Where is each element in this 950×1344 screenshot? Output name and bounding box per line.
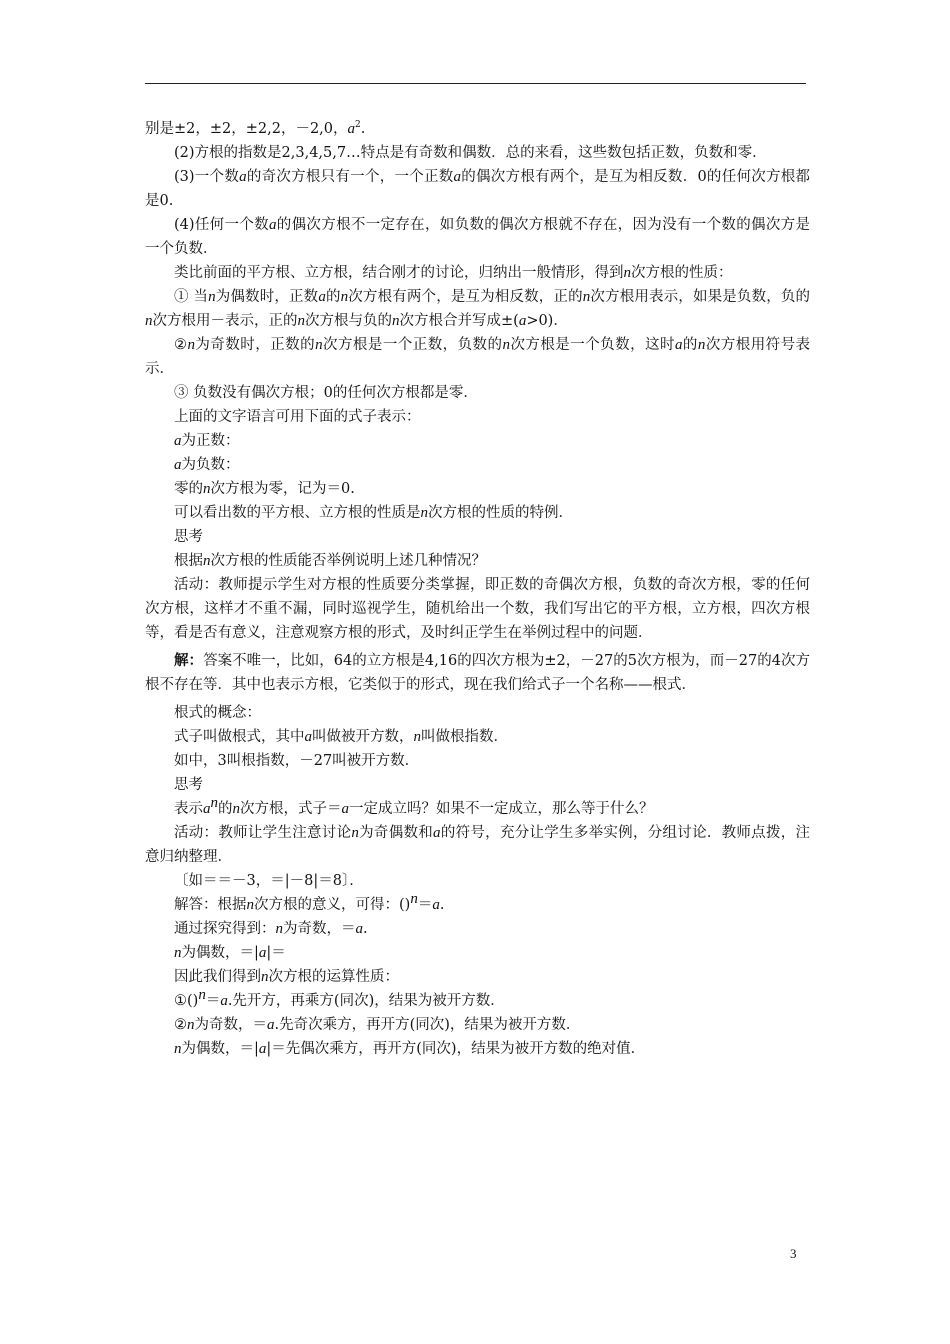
paragraph: ① 当n为偶数时，正数a的n次方根有两个，是互为相反数，正的n次方根用表示，如果是负数，负的n次方根用－表示，正的n次方根与负的n次方根合并写成±(a>0)． [145,289,811,329]
paragraph: 类比前面的平方根、立方根，结合刚才的讨论，归纳出一般情形，得到n次方根的性质： [174,265,733,281]
paragraph: 解答：根据n次方根的意义，可得：()$^n$＝a. [174,891,445,913]
paragraph: ③ 负数没有偶次方根；0的任何次方根都是零． [174,385,478,401]
paragraph: 式子叫做根式，其中a叫做被开方数，n叫做根指数． [174,729,508,745]
paragraph: (2)方根的指数是2,3,4,5,7…特点是有奇数和偶数．总的来看，这些数包括正数，负数和零． [174,145,767,161]
paragraph: a为负数： [174,457,240,473]
paragraph: 因此我们得到n次方根的运算性质： [174,969,399,985]
paragraph: 如中，3叫根指数，－27叫被开方数． [174,753,420,769]
paragraph: 活动：教师让学生注意讨论n为奇偶数和a的符号，充分让学生多举实例，分组讨论．教师点拨，注意归纳整理． [145,825,811,865]
paragraph: 可以看出数的平方根、立方根的性质是n次方根的性质的特例． [174,505,573,521]
paragraph: n为偶数，＝|a|＝先偶次乘方，再开方(同次)，结果为被开方数的绝对值． [174,1041,646,1057]
paragraph: a为正数： [174,433,240,449]
section-heading: 根式的概念： [174,705,261,721]
paragraph: (3)一个数a的奇次方根只有一个，一个正数a的偶次方根有两个，是互为相反数．0的任何次方根都是0. [145,169,811,209]
paragraph: 通过探究得到：n为奇数，＝a. [174,921,368,937]
section-heading: 思考 [174,777,203,793]
paragraph: 别是±2，±2，±2,2，－2,0，$a^2$. [145,120,366,137]
paragraph: (4)任何一个数a的偶次方根不一定存在，如负数的偶次方根就不存在，因为没有一个数的偶次方是一个负数． [145,217,810,257]
paragraph: 〔如＝＝－3，＝|－8|＝8〕． [174,873,364,889]
section-heading: 思考 [174,529,203,545]
header-rule [145,83,806,84]
paragraph: n为偶数，＝|a|＝ [174,945,286,961]
paragraph: 上面的文字语言可用下面的式子表示： [174,409,421,425]
paragraph: 零的n次方根为零，记为＝0. [174,481,355,497]
paragraph: 活动：教师提示学生对方根的性质要分类掌握，即正数的奇偶次方根，负数的奇次方根，零的任何次方根，这样才不重不漏，同时巡视学生，随机给出一个数，我们写出它的平方根，立方根，四次方根等，看是否有意义，注意观察方根的形式，及时纠正学生在举例过程中的问题． [145,577,810,641]
paragraph: 根据n次方根的性质能否举例说明上述几种情况？ [174,553,486,569]
paragraph: 表示$a^n$的n次方根，式子＝a一定成立吗？如果不一定成立，那么等于什么？ [174,795,654,817]
paragraph: 解：答案不唯一，比如，64的立方根是4,16的四次方根为±2，－27的5次方根为，而－27的4次方根不存在等．其中也表示方根，它类似于的形式，现在我们给式子一个名称——根式． [145,652,811,693]
paragraph: ①()$^n$＝a.先开方，再乘方(同次)，结果为被开方数． [174,987,505,1009]
page-number: 3 [790,1246,797,1261]
document-body [145,117,810,1061]
paragraph: ②n为奇数，＝a.先奇次乘方，再开方(同次)，结果为被开方数． [174,1017,581,1033]
paragraph: ②n为奇数时，正数的n次方根是一个正数，负数的n次方根是一个负数，这时a的n次方根用符号表示． [145,337,811,377]
